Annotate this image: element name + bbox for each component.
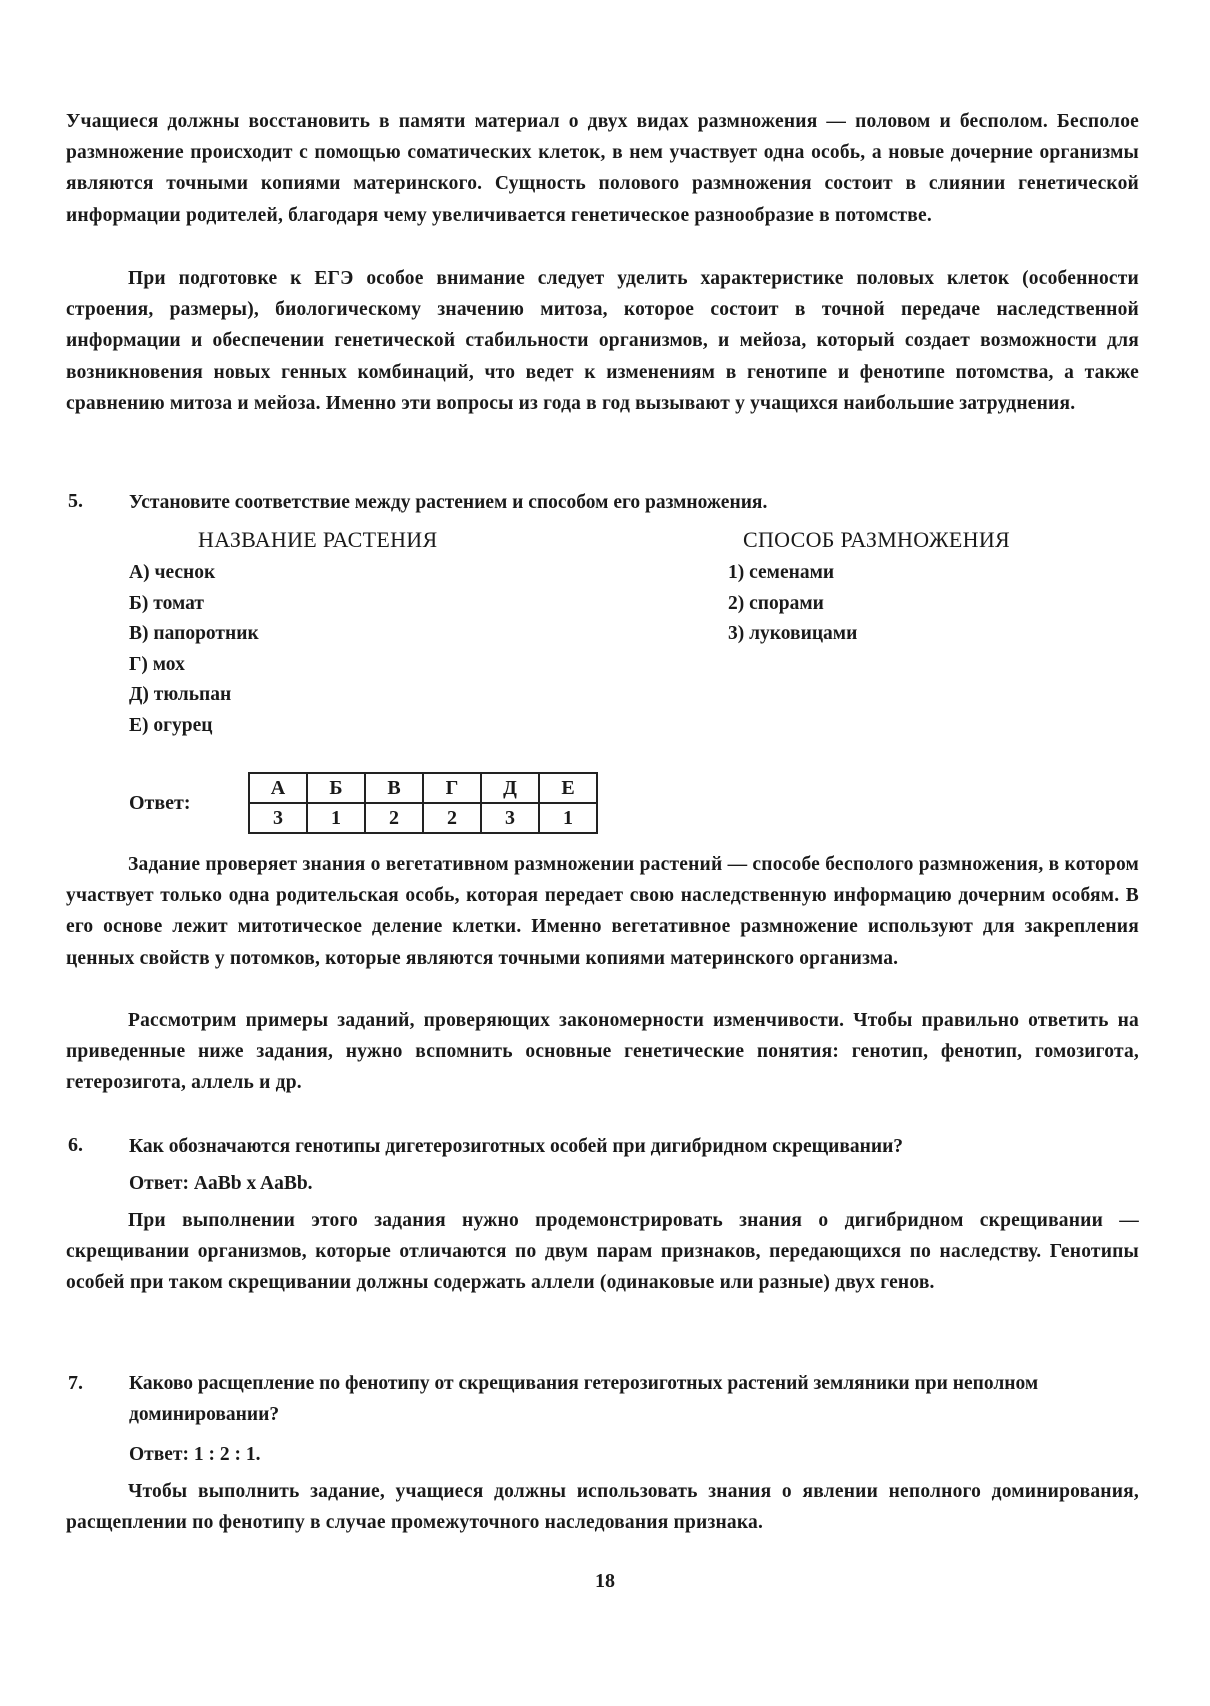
method-item: 3) луковицами: [728, 623, 858, 644]
question-7-text: Каково расщепление по фенотипу от скрещивания гетерозиготных растений земляники при неполном доминировании?: [129, 1373, 1039, 1425]
plant-item: Г) мох: [129, 654, 185, 675]
method-item: 2) спорами: [728, 593, 824, 614]
question-6-text: Как обозначаются генотипы дигетерозиготных особей при дигибридном скрещивании?: [129, 1136, 904, 1157]
answer-value-cell: 2: [365, 803, 423, 833]
question-5-text: Установите соответствие между растением и способом его размножения.: [129, 492, 768, 513]
question-7-answer: Ответ: 1 : 2 : 1.: [129, 1444, 261, 1465]
question-6-explanation: При выполнении этого задания нужно продемонстрировать знания о дигибридном скрещивании — скрещивании организмов, которые отличаются по двум парам признаков, передающихся по наследству. Генотипы особей при таком скрещивании должны содержать аллели (одинаковые или разные) двух генов.: [66, 1210, 1139, 1294]
answer-letter-cell: В: [365, 773, 423, 803]
answer-letter-cell: А: [249, 773, 307, 803]
answer-label: Ответ:: [129, 792, 191, 814]
answer-values-row: [249, 803, 597, 833]
page-number: 18: [595, 1570, 615, 1592]
answer-value-cell: 3: [249, 803, 307, 833]
answer-value-cell: 3: [481, 803, 539, 833]
answer-letter-cell: Д: [481, 773, 539, 803]
answer-letter-cell: Б: [307, 773, 365, 803]
reproduction-method-header: СПОСОБ РАЗМНОЖЕНИЯ: [743, 527, 1010, 552]
intro-paragraph-1: Учащиеся должны восстановить в памяти материал о двух видах размножения — половом и бесполом. Бесполое размножение происходит с помощью соматических клеток, в нем участвует одна особь, а новые дочерние организмы являются точными копиями материнского. Сущность полового размножения состоит в слиянии генетической информации родителей, благодаря чему увеличивается генетическое разнообразие в потомстве.: [66, 111, 1139, 226]
plant-item: В) папоротник: [129, 623, 259, 644]
question-6-number: 6.: [68, 1134, 83, 1156]
plant-item: Б) томат: [129, 593, 204, 614]
method-item: 1) семенами: [728, 562, 835, 583]
plant-item: Д) тюльпан: [129, 684, 232, 705]
question-6-answer: Ответ: AaBb x AaBb.: [129, 1173, 313, 1194]
plant-item: А) чеснок: [129, 562, 216, 583]
answer-value-cell: 2: [423, 803, 481, 833]
answer-value-cell: 1: [307, 803, 365, 833]
variability-intro: Рассмотрим примеры заданий, проверяющих закономерности изменчивости. Чтобы правильно ответить на приведенные ниже задания, нужно вспомнить основные генетические понятия: генотип, фенотип, гомозигота, гетерозигота, аллель и др.: [66, 1010, 1139, 1094]
question-5-number: 5.: [68, 490, 83, 512]
answer-letters-row: [249, 773, 597, 803]
plant-item: Е) огурец: [129, 715, 213, 736]
question-5-explanation: Задание проверяет знания о вегетативном размножении растений — способе бесполого размножения, в котором участвует только одна родительская особь, которая передает свою наследственную информацию дочерним особям. В его основе лежит митотическое деление клетки. Именно вегетативное размножение используют для закрепления ценных свойств у потомков, которые являются точными копиями материнского организма.: [66, 854, 1139, 969]
answer-value-cell: 1: [539, 803, 597, 833]
intro-paragraph-2: При подготовке к ЕГЭ особое внимание следует уделить характеристике половых клеток (особенности строения, размеры), биологическому значению митоза, которое состоит в точной передаче наследственной информации и обеспечении генетической стабильности организмов, и мейоза, который создает возможности для возникновения новых генных комбинаций, что ведет к изменениям в генотипе и фенотипе потомства, а также сравнению митоза и мейоза. Именно эти вопросы из года в год вызывают у учащихся наибольшие затруднения.: [66, 268, 1139, 414]
answer-letter-cell: Г: [423, 773, 481, 803]
plant-name-header: НАЗВАНИЕ РАСТЕНИЯ: [198, 527, 438, 552]
question-7-explanation: Чтобы выполнить задание, учащиеся должны использовать знания о явлении неполного доминирования, расщеплении по фенотипу в случае промежуточного наследования признака.: [66, 1481, 1139, 1534]
question-7-number: 7.: [68, 1372, 83, 1394]
answer-letter-cell: Е: [539, 773, 597, 803]
answer-table: [248, 772, 598, 834]
